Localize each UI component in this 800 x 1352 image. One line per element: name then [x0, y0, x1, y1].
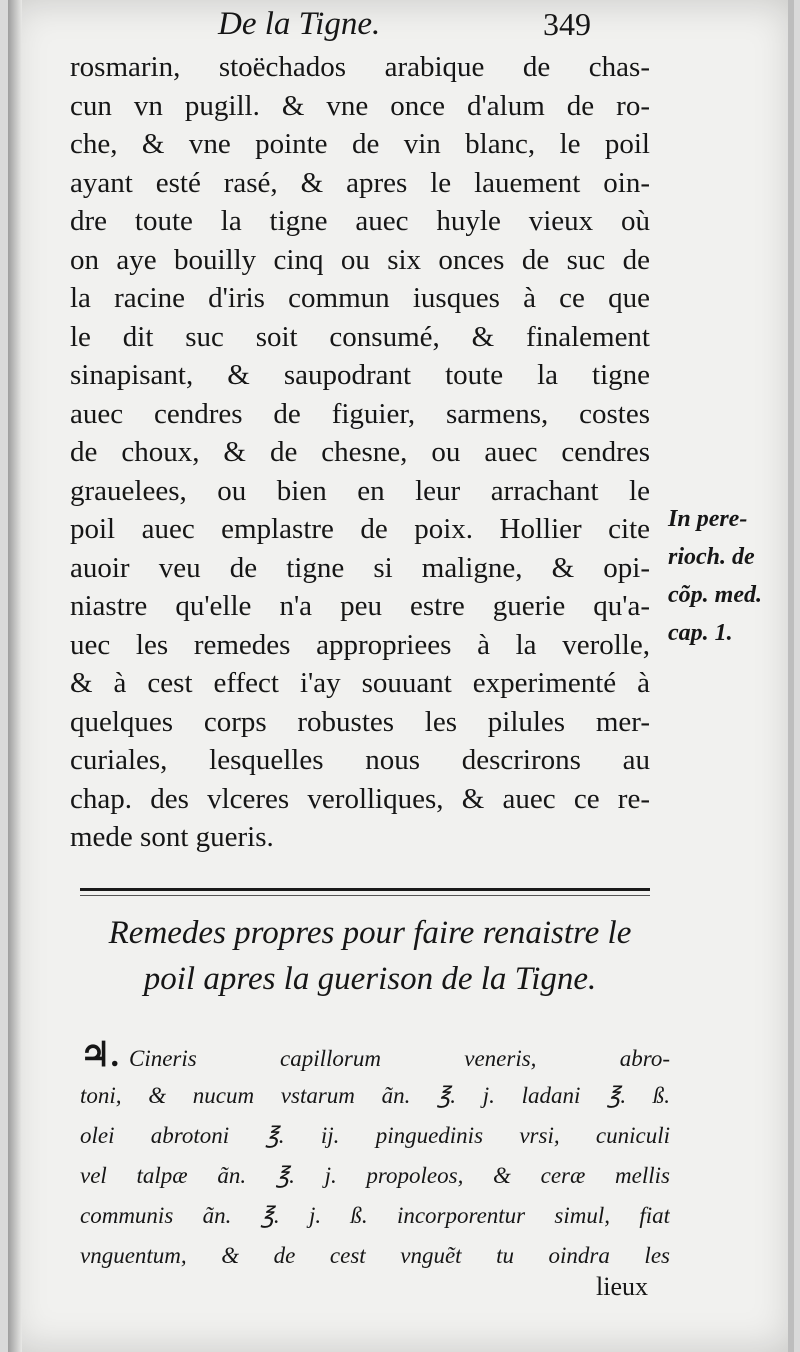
- text-line: auec cendres de figuier, sarmens, costes: [70, 397, 650, 430]
- text-line: auoir veu de tigne si maligne, & opi-: [70, 551, 650, 584]
- text-line: chap. des vlceres verolliques, & auec ce re-: [70, 782, 650, 815]
- text-line: on aye bouilly cinq ou six onces de suc de: [70, 243, 650, 276]
- section-title-line: poil apres la guerison de la Tigne.: [143, 961, 597, 997]
- recipe-line: vel talpæ ãn. ℥. j. propoleos, & ceræ mellis: [80, 1163, 670, 1188]
- text-line: poil auec emplastre de poix. Hollier cite: [70, 513, 650, 545]
- text-line: niastre qu'elle n'a peu estre guerie qu'a-: [70, 590, 650, 622]
- margin-line: cõp. med.: [668, 582, 762, 608]
- marginal-citation: [668, 500, 798, 652]
- text-line: uec les remedes appropriees à la verolle,: [70, 628, 650, 661]
- section-title-line: Remedes propres pour faire renaistre le: [108, 915, 632, 951]
- text-line: de choux, & de chesne, ou auec cendres: [70, 436, 650, 468]
- text-line: curiales, lesquelles nous descrirons au: [70, 744, 650, 776]
- margin-line: rioch. de: [668, 544, 755, 570]
- page-gutter-shadow: [8, 0, 22, 1352]
- recipe-line: [80, 1036, 670, 1076]
- section-title: [70, 910, 670, 1002]
- body-text: [70, 48, 650, 857]
- text-line: le dit suc soit consumé, & finalement: [70, 320, 650, 353]
- margin-line: cap. 1.: [668, 620, 733, 646]
- book-page: [8, 0, 794, 1352]
- running-head: De la Tigne.: [218, 6, 381, 42]
- page-header: [8, 6, 794, 50]
- text-line: dre toute la tigne auec huyle vieux où: [70, 205, 650, 237]
- page-edge: [788, 0, 794, 1352]
- text-line: quelques corps robustes les pilules mer-: [70, 705, 650, 738]
- text-line: mede sont gueris.: [70, 821, 274, 853]
- page-number: 349: [543, 6, 591, 42]
- text-line: rosmarin, stoëchados arabique de chas-: [70, 51, 650, 83]
- catchword: lieux: [596, 1272, 648, 1301]
- text-line: cun vn pugill. & vne once d'alum de ro-: [70, 89, 650, 122]
- text-line: sinapisant, & saupodrant toute la tigne: [70, 359, 650, 391]
- recipe-line: communis ãn. ℥. j. ß. incorporentur simul, fiat: [80, 1203, 670, 1228]
- text-line: grauelees, ou bien en leur arrachant le: [70, 474, 650, 507]
- recipe-line: olei abrotoni ℥. ij. pinguedinis vrsi, cuniculi: [80, 1123, 670, 1148]
- text-line: ayant esté rasé, & apres le lauement oin-: [70, 166, 650, 199]
- text-line: che, & vne pointe de vin blanc, le poil: [70, 128, 650, 160]
- recipe-line-text: Cineris capillorum veneris, abro-: [128, 1046, 670, 1071]
- recipe-line: toni, & nucum vstarum ãn. ℥. j. ladani ℥. ß.: [80, 1083, 670, 1108]
- recipe-line: vnguentum, & de cest vnguẽt tu oindra les: [80, 1243, 670, 1268]
- text-line: & à cest effect i'ay souuant experimenté à: [70, 667, 650, 699]
- recipe-block: [80, 1036, 670, 1276]
- text-line: la racine d'iris commun iusques à ce que: [70, 282, 650, 314]
- margin-line: In pere-: [668, 506, 748, 532]
- section-divider-thin: [80, 895, 650, 896]
- section-divider: [80, 888, 650, 891]
- jupiter-recipe-icon: ♃.: [80, 1037, 119, 1074]
